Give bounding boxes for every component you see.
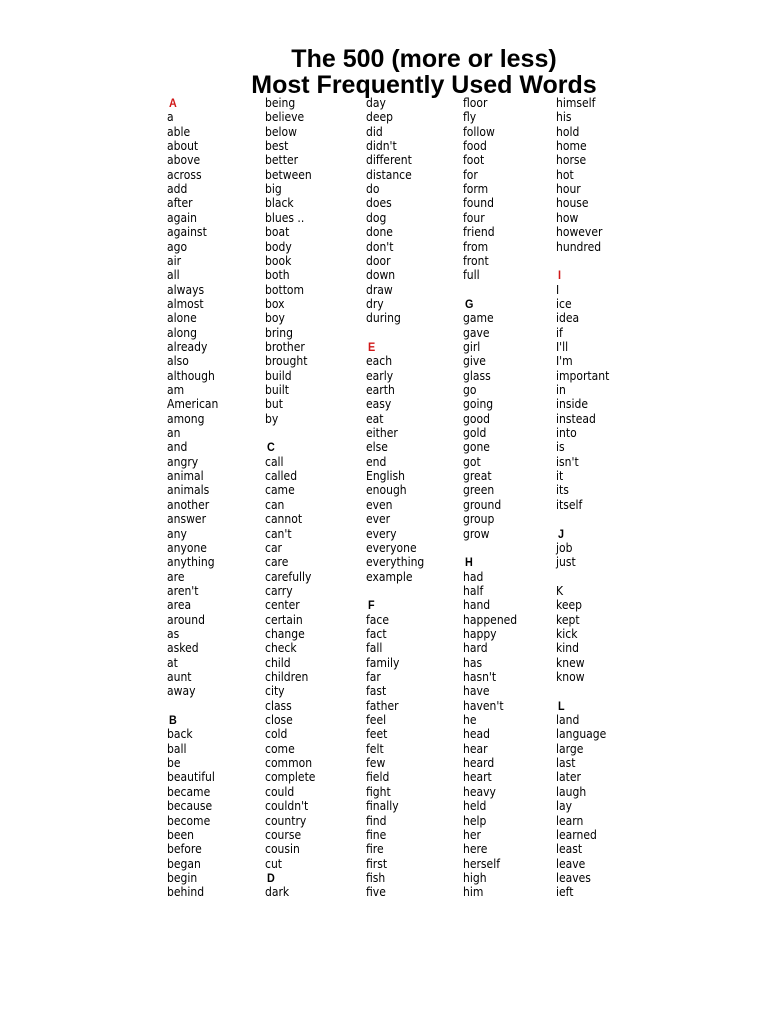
word-item: along — [167, 325, 197, 340]
word-item: a — [167, 110, 174, 125]
word-item: dog — [366, 210, 387, 225]
word-item: close — [265, 713, 293, 728]
word-item: happy — [463, 626, 497, 641]
word-item: girl — [463, 339, 481, 354]
word-item: ever — [366, 512, 391, 527]
word-item: been — [167, 827, 194, 842]
word-item: asked — [167, 641, 199, 656]
word-item: finally — [366, 799, 399, 814]
letter-heading: L — [558, 698, 565, 713]
word-item: isn't — [556, 454, 579, 469]
word-item: high — [463, 870, 487, 885]
word-item: home — [556, 139, 587, 154]
word-item: about — [167, 139, 199, 154]
word-item: hear — [463, 741, 488, 756]
word-item: do — [366, 182, 380, 197]
word-item: going — [463, 397, 494, 412]
word-item: during — [366, 311, 401, 326]
word-item: end — [366, 454, 387, 469]
word-item: hundred — [556, 239, 602, 254]
word-item: is — [556, 440, 565, 455]
word-item: distance — [366, 167, 412, 182]
word-item: inside — [556, 397, 588, 412]
word-item: feel — [366, 713, 387, 728]
word-item: K — [556, 583, 564, 598]
word-item: fly — [463, 110, 477, 125]
word-item: in — [556, 383, 566, 397]
word-item: gone — [463, 440, 490, 455]
word-item: big — [265, 182, 282, 197]
word-item: above — [167, 153, 201, 168]
word-item: everything — [366, 555, 425, 570]
letter-heading: E — [368, 339, 376, 354]
word-item: dark — [265, 885, 290, 900]
word-item: if — [556, 325, 563, 340]
word-item: language — [556, 727, 607, 742]
word-item: does — [366, 196, 392, 211]
word-item: haven't — [463, 698, 504, 713]
word-item: boat — [265, 225, 290, 240]
word-item: foot — [463, 153, 485, 168]
word-item: else — [366, 440, 388, 455]
word-item: glass — [463, 368, 491, 383]
word-item: heavy — [463, 784, 496, 799]
word-item: blues .. — [265, 210, 305, 225]
word-item: ball — [167, 741, 187, 756]
word-item: go — [463, 383, 477, 397]
word-item: check — [265, 641, 297, 656]
word-item: able — [167, 124, 191, 139]
word-item: being — [265, 96, 296, 110]
word-item: best — [265, 139, 289, 154]
word-item: all — [167, 268, 180, 283]
word-item: give — [463, 354, 486, 369]
word-item: bottom — [265, 282, 305, 297]
word-item: change — [265, 626, 305, 641]
word-item: called — [265, 469, 298, 484]
word-item: I — [556, 282, 560, 297]
word-item: as — [167, 626, 180, 641]
word-item: common — [265, 756, 313, 771]
word-item: either — [366, 426, 398, 441]
word-item: half — [463, 583, 484, 598]
word-item: country — [265, 813, 307, 828]
word-item: American — [167, 397, 219, 412]
word-item: idea — [556, 311, 580, 326]
word-item: leaves — [556, 870, 591, 885]
word-item: head — [463, 727, 490, 742]
word-item: ice — [556, 296, 572, 311]
word-item: by — [265, 411, 279, 426]
word-item: keep — [556, 598, 583, 613]
word-item: laugh — [556, 784, 587, 799]
word-item: great — [463, 469, 492, 484]
word-item: far — [366, 670, 381, 684]
word-item: everyone — [366, 540, 417, 555]
letter-heading: C — [267, 440, 275, 455]
word-item: father — [366, 698, 399, 713]
word-item: again — [167, 210, 197, 225]
word-item: animals — [167, 483, 210, 498]
word-item: class — [265, 698, 292, 713]
word-item: car — [265, 540, 283, 555]
word-item: had — [463, 569, 484, 584]
word-item: against — [167, 225, 207, 240]
word-item: care — [265, 555, 289, 570]
word-item: hard — [463, 641, 488, 656]
word-item: hour — [556, 182, 581, 197]
word-item: call — [265, 454, 284, 469]
word-item: alone — [167, 311, 197, 326]
word-item: knew — [556, 655, 585, 670]
word-item: learned — [556, 827, 597, 842]
word-item: back — [167, 727, 193, 742]
word-item: answer — [167, 512, 207, 527]
word-item: area — [167, 598, 192, 613]
word-item: green — [463, 483, 495, 498]
word-item: know — [556, 670, 585, 684]
word-item: into — [556, 426, 577, 441]
word-item: job — [556, 540, 573, 555]
word-item: aren't — [167, 583, 199, 598]
word-item: am — [167, 383, 185, 397]
word-item: happened — [463, 612, 518, 627]
word-item: day — [366, 96, 386, 110]
word-item: gold — [463, 426, 487, 441]
word-item: ground — [463, 497, 502, 512]
word-item: him — [463, 885, 484, 900]
word-item: I'm — [556, 354, 573, 369]
word-item: kick — [556, 626, 578, 641]
letter-heading: D — [267, 870, 275, 885]
word-item: brought — [265, 354, 308, 369]
word-item: leave — [556, 856, 586, 871]
word-item: can — [265, 497, 285, 512]
word-item: began — [167, 856, 201, 871]
word-item: after — [167, 196, 193, 211]
word-item: around — [167, 612, 205, 627]
word-item: bring — [265, 325, 293, 340]
word-item: her — [463, 827, 481, 842]
word-item: but — [265, 397, 283, 412]
word-item: always — [167, 282, 205, 297]
word-item: itself — [556, 497, 583, 512]
word-item: felt — [366, 741, 384, 756]
word-item: fall — [366, 641, 383, 656]
word-item: can't — [265, 526, 292, 541]
word-item: earth — [366, 383, 395, 397]
letter-heading: B — [169, 713, 177, 728]
word-item: held — [463, 799, 487, 814]
word-item: even — [366, 497, 393, 512]
word-item: fight — [366, 784, 391, 799]
word-item: heard — [463, 756, 495, 771]
word-item: cut — [265, 856, 283, 871]
word-item: hold — [556, 124, 580, 139]
word-item: however — [556, 225, 603, 240]
word-item: didn't — [366, 139, 397, 154]
word-item: come — [265, 741, 295, 756]
word-item: least — [556, 842, 583, 857]
word-item: draw — [366, 282, 393, 297]
word-item: gave — [463, 325, 490, 340]
word-item: example — [366, 569, 413, 584]
word-item: easy — [366, 397, 392, 412]
word-item: carry — [265, 583, 293, 598]
word-item: he — [463, 713, 477, 728]
word-item: anyone — [167, 540, 207, 555]
word-item: herself — [463, 856, 501, 871]
word-item: how — [556, 210, 579, 225]
word-item: different — [366, 153, 412, 168]
word-item: kind — [556, 641, 579, 656]
word-item: five — [366, 885, 386, 900]
letter-heading: J — [558, 526, 565, 541]
word-item: already — [167, 339, 208, 354]
word-item: boy — [265, 311, 285, 326]
word-item: carefully — [265, 569, 312, 584]
word-item: full — [463, 268, 480, 283]
word-item: eat — [366, 411, 384, 426]
word-item: find — [366, 813, 387, 828]
word-item: believe — [265, 110, 305, 125]
word-item: anything — [167, 555, 215, 570]
word-item: also — [167, 354, 189, 369]
word-item: air — [167, 253, 182, 268]
word-item: found — [463, 196, 494, 211]
word-item: another — [167, 497, 210, 512]
word-item: black — [265, 196, 294, 211]
word-item: four — [463, 210, 485, 225]
word-item: animal — [167, 469, 204, 484]
word-item: learn — [556, 813, 584, 828]
word-item: complete — [265, 770, 316, 785]
word-item: city — [265, 684, 285, 699]
word-item: feet — [366, 727, 388, 742]
word-item: group — [463, 512, 495, 527]
word-item: cannot — [265, 512, 303, 527]
word-item: be — [167, 756, 181, 771]
word-item: fast — [366, 684, 387, 699]
word-item: build — [265, 368, 292, 383]
word-item: later — [556, 770, 581, 785]
word-item: grow — [463, 526, 490, 541]
word-item: came — [265, 483, 295, 498]
word-item: center — [265, 598, 300, 613]
word-item: fire — [366, 842, 384, 857]
word-item: help — [463, 813, 487, 828]
word-item: hot — [556, 167, 574, 182]
word-item: every — [366, 526, 397, 541]
word-item: friend — [463, 225, 495, 240]
word-item: it — [556, 469, 564, 484]
word-item: away — [167, 684, 196, 699]
word-item: large — [556, 741, 584, 756]
word-item: any — [167, 526, 187, 541]
word-item: child — [265, 655, 291, 670]
word-item: don't — [366, 239, 394, 254]
word-item: horse — [556, 153, 587, 168]
word-item: game — [463, 311, 494, 326]
word-item: early — [366, 368, 394, 383]
word-item: both — [265, 268, 290, 283]
title-line-1: The 500 (more or less) — [291, 45, 557, 73]
word-item: lay — [556, 799, 573, 814]
word-item: ago — [167, 239, 188, 254]
word-item: field — [366, 770, 390, 785]
word-item: before — [167, 842, 202, 857]
word-item: begin — [167, 870, 198, 885]
word-item: angry — [167, 454, 199, 469]
word-item: first — [366, 856, 388, 871]
letter-heading: F — [368, 598, 375, 613]
word-item: almost — [167, 296, 204, 311]
word-item: instead — [556, 411, 596, 426]
word-item: door — [366, 253, 391, 268]
word-item: because — [167, 799, 213, 814]
word-item: follow — [463, 124, 495, 139]
word-item: dry — [366, 296, 384, 311]
word-item: here — [463, 842, 488, 857]
word-item: built — [265, 383, 289, 397]
word-item: body — [265, 239, 292, 254]
word-item: his — [556, 110, 572, 125]
word-item: certain — [265, 612, 303, 627]
word-item: have — [463, 684, 490, 699]
word-item: kept — [556, 612, 580, 627]
letter-heading: G — [465, 296, 474, 311]
word-item: became — [167, 784, 211, 799]
word-item: hasn't — [463, 670, 497, 684]
title-line-2: Most Frequently Used Words — [251, 71, 597, 99]
word-item: done — [366, 225, 393, 240]
word-item: front — [463, 253, 489, 268]
word-item: family — [366, 655, 400, 670]
word-item: are — [167, 569, 185, 584]
word-item: aunt — [167, 670, 192, 684]
word-item: fish — [366, 870, 386, 885]
word-item: ieft — [556, 885, 574, 900]
word-item: add — [167, 182, 188, 197]
word-item: below — [265, 124, 297, 139]
word-item: beautiful — [167, 770, 215, 785]
word-item: English — [366, 469, 406, 484]
word-item: floor — [463, 96, 488, 110]
word-item: from — [463, 239, 489, 254]
word-item: himself — [556, 96, 596, 110]
word-item: among — [167, 411, 205, 426]
word-item: has — [463, 655, 483, 670]
word-item: hand — [463, 598, 491, 613]
word-item: cousin — [265, 842, 300, 857]
word-item: cold — [265, 727, 288, 742]
word-item: down — [366, 268, 396, 283]
letter-heading: A — [169, 96, 177, 110]
word-item: course — [265, 827, 302, 842]
word-item: better — [265, 153, 299, 168]
word-item: deep — [366, 110, 393, 125]
word-item: could — [265, 784, 295, 799]
word-item: food — [463, 139, 487, 154]
word-item: an — [167, 426, 181, 441]
word-item: its — [556, 483, 569, 498]
word-item: did — [366, 124, 383, 139]
word-item: got — [463, 454, 481, 469]
word-item: fine — [366, 827, 387, 842]
word-item: become — [167, 813, 211, 828]
word-item: box — [265, 296, 285, 311]
word-item: and — [167, 440, 188, 455]
word-item: book — [265, 253, 292, 268]
word-item: enough — [366, 483, 407, 498]
word-item: just — [556, 555, 576, 570]
word-item: land — [556, 713, 580, 728]
word-item: each — [366, 354, 393, 369]
letter-heading: I — [558, 268, 562, 283]
word-item: although — [167, 368, 215, 383]
word-item: important — [556, 368, 610, 383]
word-item: behind — [167, 885, 205, 900]
word-item: for — [463, 167, 478, 182]
word-item: across — [167, 167, 202, 182]
word-item: heart — [463, 770, 492, 785]
word-item: brother — [265, 339, 305, 354]
word-item: last — [556, 756, 576, 771]
word-item: face — [366, 612, 390, 627]
word-item: couldn't — [265, 799, 309, 814]
word-item: children — [265, 670, 309, 684]
word-item: form — [463, 182, 489, 197]
letter-heading: H — [465, 555, 473, 570]
word-item: few — [366, 756, 386, 771]
word-item: fact — [366, 626, 387, 641]
word-item: between — [265, 167, 312, 182]
word-item: at — [167, 655, 178, 670]
word-item: good — [463, 411, 490, 426]
word-item: house — [556, 196, 589, 211]
word-item: I'll — [556, 339, 569, 354]
